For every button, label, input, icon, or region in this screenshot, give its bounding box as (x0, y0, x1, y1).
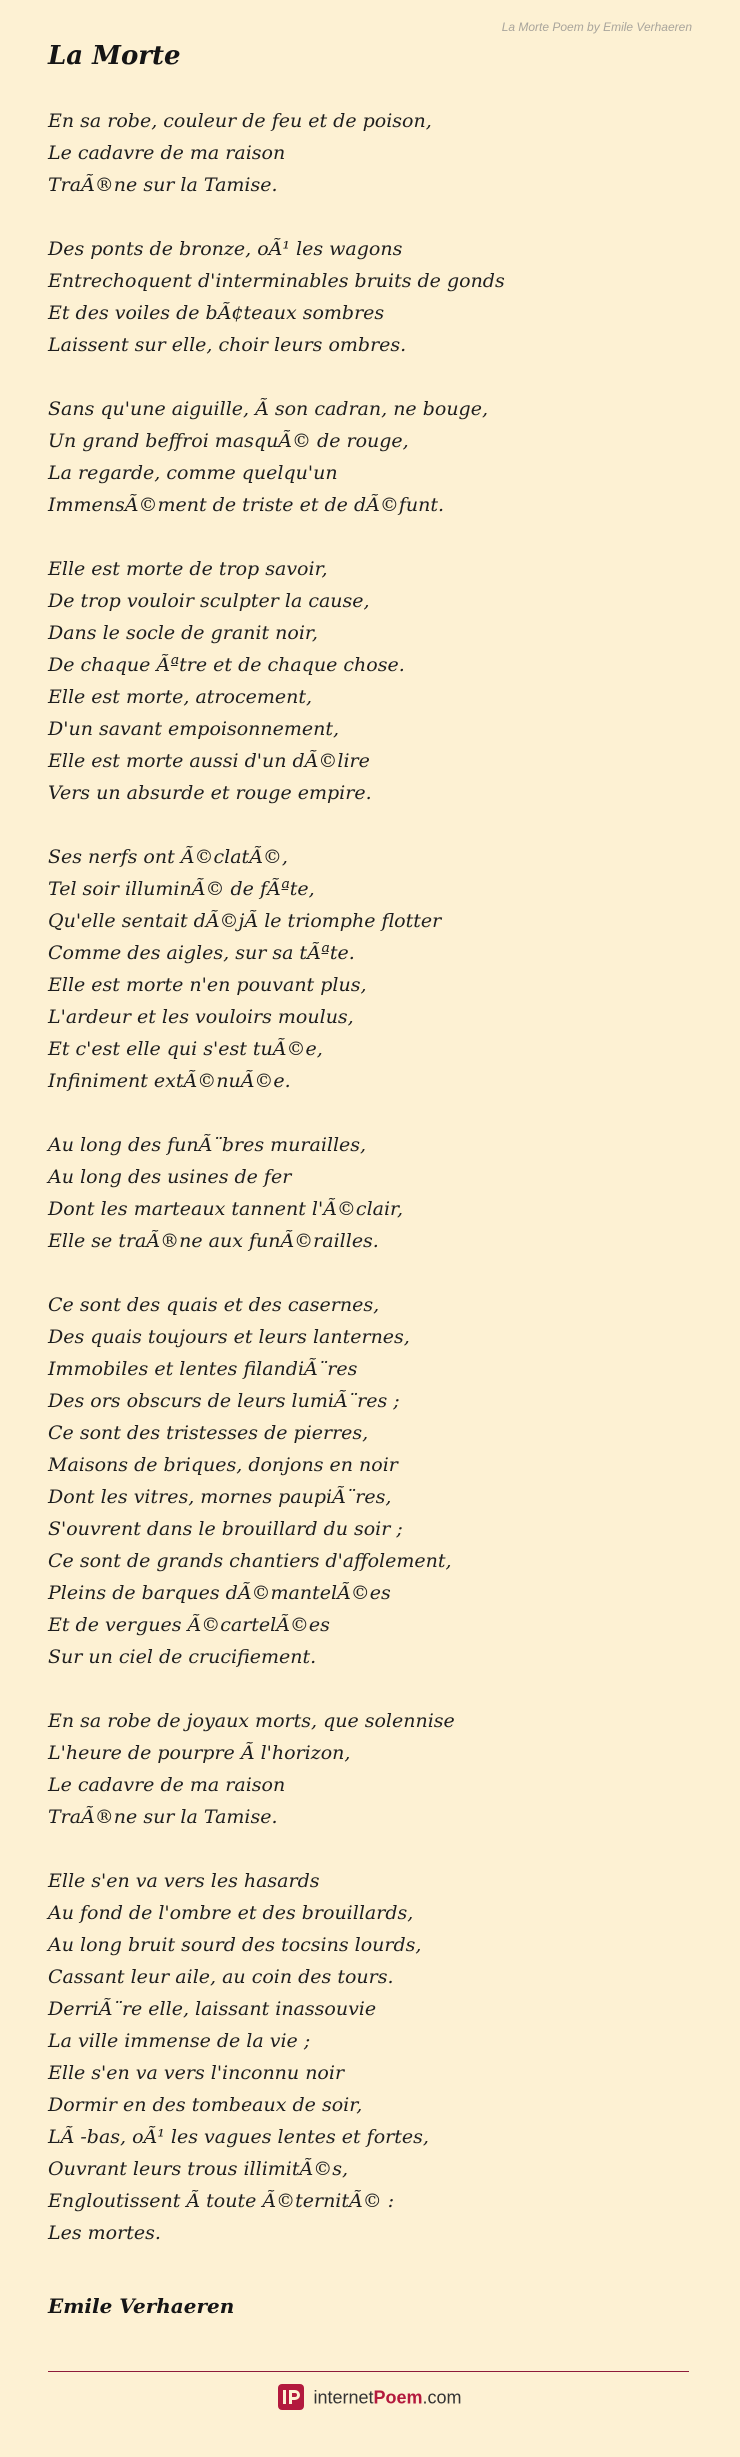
poem-line: Maisons de briques, donjons en noir (48, 1454, 398, 1476)
poem-author: Emile Verhaeren (48, 2294, 235, 2318)
poem-stanza (48, 1289, 698, 1673)
poem-line: Ce sont des tristesses de pierres, (48, 1422, 369, 1444)
poem-line: La ville immense de la vie ; (48, 2030, 311, 2052)
poem-stanza (48, 1705, 698, 1833)
poem-line: Elle est morte n'en pouvant plus, (48, 974, 367, 996)
site-brand-link[interactable] (0, 2384, 740, 2410)
poem-stanza (48, 1865, 698, 2249)
poem-line: Sur un ciel de crucifiement. (48, 1646, 317, 1668)
brand-suffix: .com (422, 2387, 462, 2408)
poem-line: De trop vouloir sculpter la cause, (48, 590, 370, 612)
poem-line: Au long des usines de fer (48, 1166, 292, 1188)
poem-line: Elle se traÃ®ne aux funÃ©railles. (48, 1230, 379, 1252)
poem-stanza (48, 393, 698, 521)
poem-line: L'ardeur et les vouloirs moulus, (48, 1006, 354, 1028)
poem-line: Immobiles et lentes filandiÃ¨res (48, 1358, 358, 1380)
brand-prefix: internet (313, 2387, 374, 2408)
poem-line: Ses nerfs ont Ã©clatÃ©, (48, 846, 288, 868)
poem-stanza (48, 1129, 698, 1257)
poem-line: LÃ -bas, oÃ¹ les vagues lentes et fortes, (48, 2126, 429, 2148)
poem-line: Entrechoquent d'interminables bruits de gonds (48, 270, 505, 292)
poem-line: Le cadavre de ma raison (48, 1774, 286, 1796)
poem-stanza (48, 233, 698, 361)
poem-line: Au long des funÃ¨bres murailles, (48, 1134, 367, 1156)
poem-line: Engloutissent Ã toute Ã©ternitÃ© : (48, 2190, 395, 2212)
poem-line: Dans le socle de granit noir, (48, 622, 318, 644)
footer-divider (48, 2371, 689, 2372)
poem-line: Vers un absurde et rouge empire. (48, 782, 372, 804)
poem-body (48, 105, 698, 2281)
poem-line: D'un savant empoisonnement, (48, 718, 340, 740)
poem-stanza (48, 841, 698, 1097)
poem-line: Et c'est elle qui s'est tuÃ©e, (48, 1038, 323, 1060)
ip-logo-icon (278, 2384, 304, 2410)
poem-line: En sa robe, couleur de feu et de poison, (48, 110, 432, 132)
poem-line: Elle s'en va vers les hasards (48, 1870, 320, 1892)
poem-line: Le cadavre de ma raison (48, 142, 286, 164)
poem-line: Ouvrant leurs trous illimitÃ©s, (48, 2158, 349, 2180)
poem-line: Tel soir illuminÃ© de fÃªte, (48, 878, 315, 900)
poem-line: S'ouvrent dans le brouillard du soir ; (48, 1518, 403, 1540)
poem-line: Elle est morte de trop savoir, (48, 558, 328, 580)
poem-line: L'heure de pourpre Ã l'horizon, (48, 1742, 351, 1764)
poem-line: La regarde, comme quelqu'un (48, 462, 338, 484)
poem-line: Des ponts de bronze, oÃ¹ les wagons (48, 238, 403, 260)
poem-line: Des quais toujours et leurs lanternes, (48, 1326, 410, 1348)
poem-line: ImmensÃ©ment de triste et de dÃ©funt. (48, 494, 445, 516)
poem-line: Ce sont de grands chantiers d'affolement, (48, 1550, 452, 1572)
brand-accent: Poem (373, 2387, 423, 2408)
poem-line: Dont les marteaux tannent l'Ã©clair, (48, 1198, 404, 1220)
poem-stanza (48, 553, 698, 809)
poem-line: Les mortes. (48, 2222, 161, 2244)
site-brand-name (313, 2387, 461, 2407)
poem-line: Sans qu'une aiguille, Ã son cadran, ne bouge, (48, 398, 488, 420)
poem-line: TraÃ®ne sur la Tamise. (48, 1806, 278, 1828)
poem-line: Pleins de barques dÃ©mantelÃ©es (48, 1582, 391, 1604)
poem-line: Un grand beffroi masquÃ© de rouge, (48, 430, 409, 452)
poem-line: TraÃ®ne sur la Tamise. (48, 174, 278, 196)
poem-credit: La Morte Poem by Emile Verhaeren (501, 20, 692, 34)
poem-line: Dont les vitres, mornes paupiÃ¨res, (48, 1486, 392, 1508)
poem-line: Elle est morte, atrocement, (48, 686, 313, 708)
poem-line: Cassant leur aile, au coin des tours. (48, 1966, 394, 1988)
poem-line: Ce sont des quais et des casernes, (48, 1294, 380, 1316)
poem-line: Comme des aigles, sur sa tÃªte. (48, 942, 355, 964)
poem-title: La Morte (48, 41, 181, 71)
poem-line: Infiniment extÃ©nuÃ©e. (48, 1070, 291, 1092)
poem-line: Dormir en des tombeaux de soir, (48, 2094, 363, 2116)
poem-line: Et de vergues Ã©cartelÃ©es (48, 1614, 330, 1636)
poem-stanza (48, 105, 698, 201)
poem-line: Qu'elle sentait dÃ©jÃ le triomphe flotter (48, 910, 442, 932)
poem-line: DerriÃ¨re elle, laissant inassouvie (48, 1998, 377, 2020)
poem-line: Et des voiles de bÃ¢teaux sombres (48, 302, 385, 324)
poem-line: De chaque Ãªtre et de chaque chose. (48, 654, 405, 676)
poem-line: Laissent sur elle, choir leurs ombres. (48, 334, 407, 356)
poem-line: Des ors obscurs de leurs lumiÃ¨res ; (48, 1390, 400, 1412)
poem-line: Au fond de l'ombre et des brouillards, (48, 1902, 414, 1924)
poem-line: Elle est morte aussi d'un dÃ©lire (48, 750, 370, 772)
poem-line: En sa robe de joyaux morts, que solennise (48, 1710, 455, 1732)
poem-line: Au long bruit sourd des tocsins lourds, (48, 1934, 422, 1956)
poem-line: Elle s'en va vers l'inconnu noir (48, 2062, 345, 2084)
